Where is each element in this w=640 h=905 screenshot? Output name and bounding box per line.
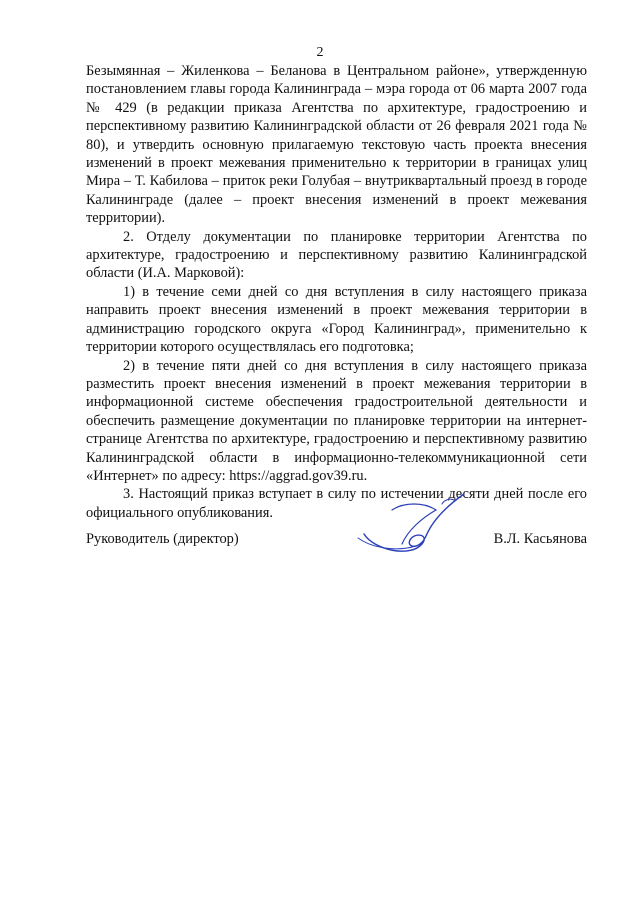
signature-block bbox=[86, 530, 587, 552]
paragraph-subitem-2: 2) в течение пяти дней со дня вступления в силу настоящего приказа разместить проект внесения изменений в проект межевания территории в информационной системе обеспечения градостроительной деятельности и обеспечить размещение документации по планировке территории на интернет-странице Агентства по архитектуре, градостроению и перспективному развитию Калининградской области в информационно-телекоммуникационной сети «Интернет» по адресу: https://aggrad.gov39.ru. bbox=[86, 357, 587, 484]
signatory-role: Руководитель (директор) bbox=[86, 531, 239, 547]
paragraph-item-3: 3. Настоящий приказ вступает в силу по истечении десяти дней после его официального опубликования. bbox=[86, 486, 587, 521]
document-body bbox=[86, 62, 587, 522]
signatory-name: В.Л. Касьянова bbox=[493, 531, 587, 547]
page-number: 2 bbox=[316, 45, 324, 60]
paragraph-item-2: 2. Отделу документации по планировке территории Агентства по архитектуре, градостроению и перспективному развитию Калининградской области (И.А. Марковой): bbox=[86, 228, 587, 282]
paragraph-continuation: Безымянная – Жиленкова – Беланова в Центральном районе», утвержденную постановлением главы города Калининграда – мэра города от 06 марта 2007 года № 429 (в редакции приказа Агентства по архитектуре, градостроению и перспективному развитию Калининградской области от 26 февраля 2021 года № 80), и утвердить основную прилагаемую текстовую часть проекта внесения изменений в проект межевания применительно к территории в границах улиц Мира – Т. Кабилова – приток реки Голубая – внутриквартальный проезд в городе Калининграде (далее – проект внесения изменений в проект межевания территории). bbox=[86, 63, 587, 227]
paragraph-subitem-1: 1) в течение семи дней со дня вступления в силу настоящего приказа направить проект внесения изменений в проект межевания территории в администрацию городского округа «Город Калининград», применительно к территории которого осуществлялась его подготовка; bbox=[86, 283, 587, 356]
